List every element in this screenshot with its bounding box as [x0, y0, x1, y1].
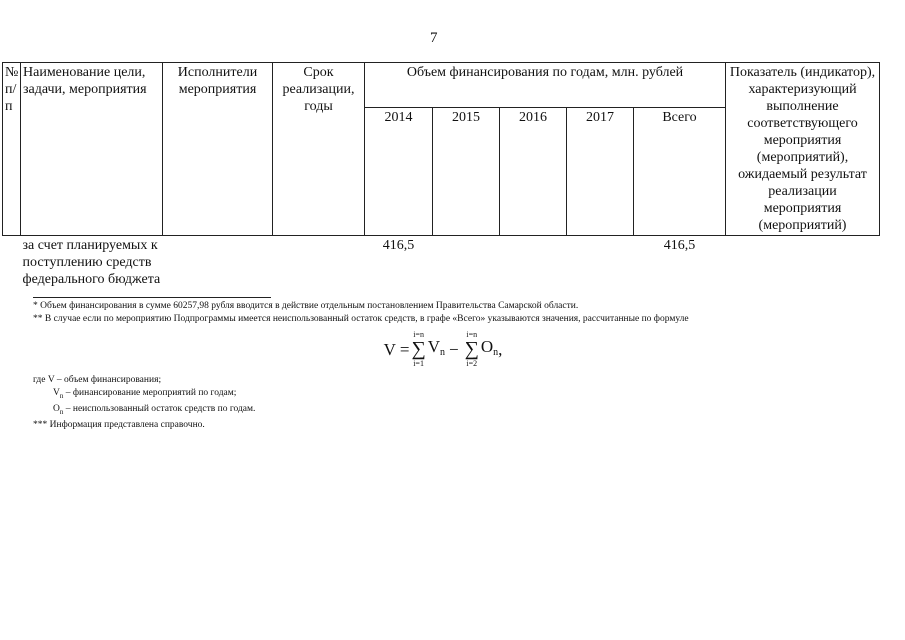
header-financing: Объем финансирования по годам, млн. рублей [365, 63, 726, 108]
footnote-rule [33, 297, 271, 298]
sum-symbol-1: i=n ∑ i=1 [411, 330, 426, 368]
formula-term-1: $V_n$ [427, 336, 445, 358]
footnote-1: * Объем финансирования в сумме 60257,98 рубля вводится в действие отдельным постановлением Правительства Самарской области. [33, 301, 579, 311]
header-goal: Наименование цели, задачи, мероприятия [21, 63, 163, 236]
sum-symbol-2: i=n ∑ i=2 [464, 330, 479, 368]
formula-minus: − [448, 339, 459, 359]
definition-on: $O_n$ – неиспользованный остаток средств по годам. [53, 404, 256, 416]
header-year-2014: 2014 [365, 108, 433, 236]
row-executors [163, 236, 273, 290]
row-value-2015 [433, 236, 500, 290]
row-indicator [726, 236, 880, 290]
header-total: Всего [634, 108, 726, 236]
formula [33, 330, 853, 368]
page-number: 7 [430, 30, 438, 46]
row-value-2017 [567, 236, 634, 290]
header-year-2015: 2015 [433, 108, 500, 236]
row-goal: за счет планируемых к поступлению средств федерального бюджета [21, 236, 163, 290]
footnotes [33, 297, 853, 432]
header-num: № п/п [3, 63, 21, 236]
header-executors: Исполнители мероприятия [163, 63, 273, 236]
row-value-total: 416,5 [634, 236, 726, 290]
row-value-2016 [500, 236, 567, 290]
row-period [273, 236, 365, 290]
footnote-2: ** В случае если по мероприятию Подпрограммы имеется неиспользованный остаток средств, в графе «Всего» указываются значения, рассчитанные по формуле [33, 314, 689, 324]
header-year-2016: 2016 [500, 108, 567, 236]
header-indicator: Показатель (индикатор), характеризующий выполнение соответствующего мероприятия (мероприятий), ожидаемый результат реализации мероприятия (мероприятий) [726, 63, 880, 236]
formula-end: , [498, 339, 503, 359]
definition-v: где V – объем финансирования; [33, 375, 162, 385]
formula-term-2: $O_n$ [480, 336, 499, 358]
formula-lhs: V = [383, 339, 410, 359]
row-value-2014: 416,5 [365, 236, 433, 290]
definition-vn: $V_n$ – финансирование мероприятий по годам; [53, 388, 237, 400]
financing-table [2, 62, 880, 289]
header-period: Срок реализации, годы [273, 63, 365, 236]
table-row [3, 236, 880, 290]
header-year-2017: 2017 [567, 108, 634, 236]
row-num [3, 236, 21, 290]
footnote-3: *** Информация представлена справочно. [33, 420, 205, 430]
